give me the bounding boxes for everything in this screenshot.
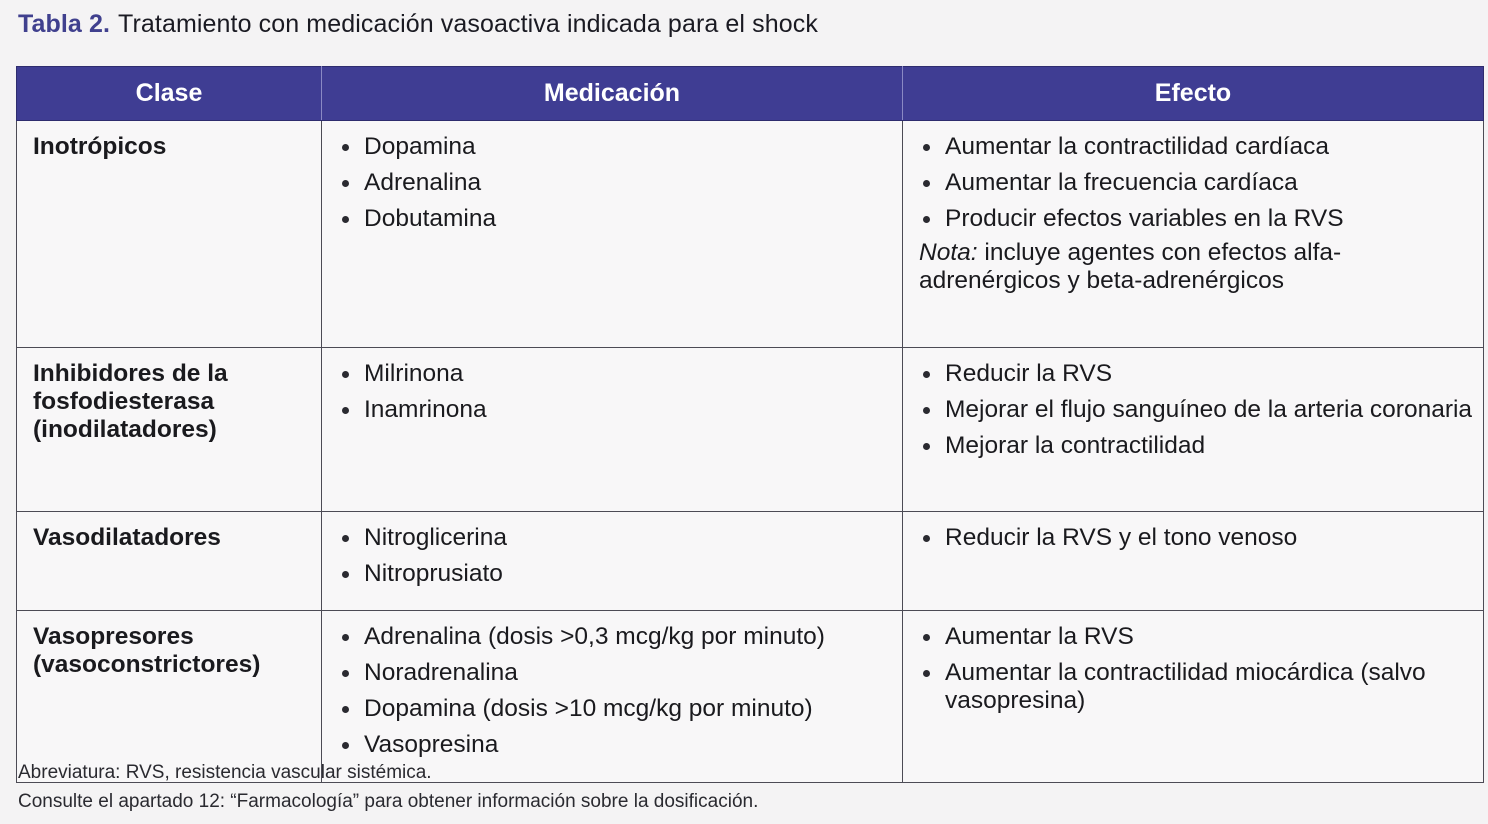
footnote-abbreviation: Abreviatura: RVS, resistencia vascular sistémica.: [18, 762, 432, 783]
list-item: Noradrenalina: [340, 659, 898, 687]
note-text: incluye agentes con efectos alfa-adrenérgicos y beta-adrenérgicos: [919, 239, 1342, 294]
table-title-text: Tratamiento con medicación vasoactiva indicada para el shock: [118, 10, 818, 38]
class-cell: Vasopresores (vasoconstrictores): [17, 611, 322, 783]
list-item: Producir efectos variables en la RVS: [921, 205, 1479, 233]
effect-cell: [903, 121, 1484, 348]
note: [903, 239, 1483, 295]
medication-cell: [322, 348, 903, 512]
list-item: Dopamina: [340, 133, 898, 161]
list-item: Mejorar la contractilidad: [921, 432, 1479, 460]
effect-cell: [903, 611, 1484, 783]
list-item: Reducir la RVS y el tono venoso: [921, 524, 1479, 552]
column-header-medicacion: Medicación: [322, 67, 903, 121]
medication-list: [322, 611, 902, 759]
medication-cell: [322, 512, 903, 611]
medication-list: [322, 512, 902, 588]
medication-list: [322, 121, 902, 233]
effect-list: [903, 348, 1483, 460]
effect-list: [903, 512, 1483, 552]
footnote-reference: Consulte el apartado 12: “Farmacología” para obtener información sobre la dosificación.: [18, 791, 759, 812]
list-item: Vasopresina: [340, 731, 898, 759]
vasoactive-medication-table: [16, 66, 1484, 783]
effect-list: [903, 121, 1483, 233]
list-item: Adrenalina: [340, 169, 898, 197]
list-item: Milrinona: [340, 360, 898, 388]
note-label: Nota:: [919, 239, 978, 266]
medication-cell: [322, 121, 903, 348]
table-row-inotropicos: [17, 121, 1484, 348]
medication-list: [322, 348, 902, 424]
list-item: Reducir la RVS: [921, 360, 1479, 388]
table-row-vasodilatadores: [17, 512, 1484, 611]
list-item: Aumentar la contractilidad miocárdica (salvo vasopresina): [921, 659, 1479, 715]
list-item: Inamrinona: [340, 396, 898, 424]
effect-list: [903, 611, 1483, 715]
class-cell: Inotrópicos: [17, 121, 322, 348]
table-number-label: Tabla 2.: [18, 10, 111, 38]
list-item: Aumentar la frecuencia cardíaca: [921, 169, 1479, 197]
list-item: Aumentar la contractilidad cardíaca: [921, 133, 1479, 161]
list-item: Nitroprusiato: [340, 560, 898, 588]
table-title: [18, 10, 818, 39]
column-header-clase: Clase: [17, 67, 322, 121]
list-item: Nitroglicerina: [340, 524, 898, 552]
table-row-vasopresores: [17, 611, 1484, 783]
list-item: Adrenalina (dosis >0,3 mcg/kg por minuto): [340, 623, 898, 651]
header-row: [17, 67, 1484, 121]
class-cell: Inhibidores de la fosfodiesterasa (inodilatadores): [17, 348, 322, 512]
medication-cell: [322, 611, 903, 783]
list-item: Dobutamina: [340, 205, 898, 233]
effect-cell: [903, 348, 1484, 512]
list-item: Mejorar el flujo sanguíneo de la arteria coronaria: [921, 396, 1479, 424]
class-cell: Vasodilatadores: [17, 512, 322, 611]
effect-cell: [903, 512, 1484, 611]
column-header-efecto: Efecto: [903, 67, 1484, 121]
list-item: Aumentar la RVS: [921, 623, 1479, 651]
list-item: Dopamina (dosis >10 mcg/kg por minuto): [340, 695, 898, 723]
table-row-inhibidores: [17, 348, 1484, 512]
